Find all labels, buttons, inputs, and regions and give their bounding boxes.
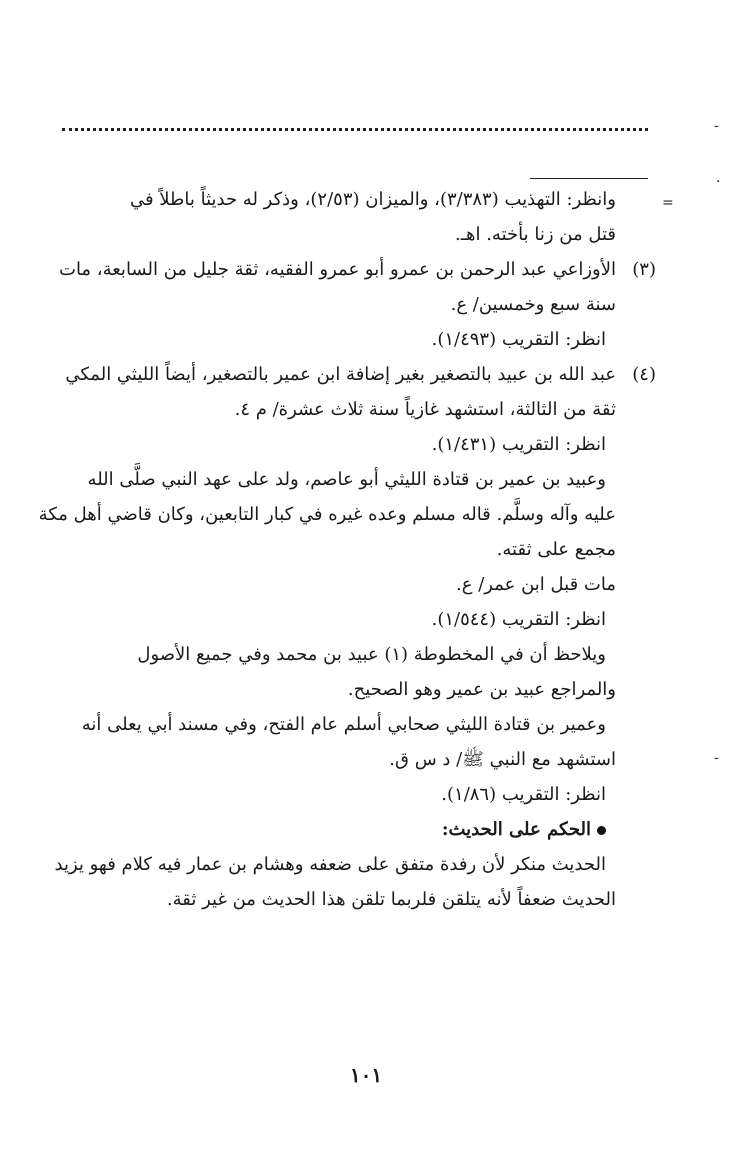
footnote-3 <box>48 252 656 287</box>
reference-line: انظر: التقريب (١/٤٩٣). <box>431 329 606 350</box>
text-line: سنة سبع وخمسين/ ع. <box>450 294 616 315</box>
text-line: والمراجع عبيد بن عمير وهو الصحيح. <box>347 679 616 700</box>
text-line: ويلاحظ أن في المخطوطة (١) عبيد بن محمد وفي جميع الأصول <box>137 644 606 665</box>
reference-line: انظر: التقريب (١/٨٦). <box>441 784 606 805</box>
text-line: الحديث منكر لأن رفدة متفق على ضعفه وهشام بن عمار فيه كلام فهو يزيد <box>54 854 606 875</box>
text-line: الحديث ضعفاً لأنه يتلقن فلربما تلقن هذا الحديث من غير ثقة. <box>166 889 616 910</box>
bullet-icon <box>597 826 606 835</box>
footnote-number: (٤) <box>632 364 656 385</box>
text-line: وعمير بن قتادة الليثي صحابي أسلم عام الفتح، وفي مسند أبي يعلى أنه <box>81 714 606 735</box>
dash-margin-mark: - <box>714 118 719 134</box>
dot-margin-mark: · <box>716 174 721 190</box>
text-line: استشهد مع النبي ﷺ/ د س ق. <box>389 749 616 770</box>
footnote-number: (٣) <box>632 259 656 280</box>
dash-margin-mark-lower: - <box>714 750 719 766</box>
text-line: وانظر: التهذيب (٣/٣٨٣)، والميزان (٢/٥٣)، وذكر له حديثاً باطلاً في <box>129 189 616 210</box>
dotted-separator <box>62 128 648 131</box>
footnote-rule <box>530 178 648 179</box>
text-line: قتل من زنا بأخته. اهـ. <box>455 224 616 245</box>
text-line: مجمع على ثقته. <box>496 539 616 560</box>
heading-text: الحكم على الحديث: <box>441 819 591 840</box>
footnote-4 <box>48 357 656 392</box>
section-heading <box>48 812 616 847</box>
footnote-text: عبد الله بن عبيد بالتصغير بغير إضافة ابن عمير بالتصغير، أيضاً الليثي المكي <box>65 364 616 385</box>
text-line: عليه وآله وسلَّم. قاله مسلم وعده غيره في كبار التابعين، وكان قاضي أهل مكة <box>38 504 616 525</box>
text-line: مات قبل ابن عمر/ ع. <box>456 574 616 595</box>
footnote-text: الأوزاعي عبد الرحمن بن عمرو أبو عمرو الفقيه، ثقة جليل من السابعة، مات <box>59 259 616 280</box>
reference-line: انظر: التقريب (١/٥٤٤). <box>431 609 606 630</box>
text-line: ثقة من الثالثة، استشهد غازياً سنة ثلاث عشرة/ م ٤. <box>234 399 616 420</box>
page-number: ١٠١ <box>349 1063 383 1087</box>
text-line: وعبيد بن عمير بن قتادة الليثي أبو عاصم، ولد على عهد النبي صلَّى الله <box>87 469 606 490</box>
footnotes-body <box>38 182 656 917</box>
equals-margin-mark: = <box>662 195 674 211</box>
reference-line: انظر: التقريب (١/٤٣١). <box>431 434 606 455</box>
